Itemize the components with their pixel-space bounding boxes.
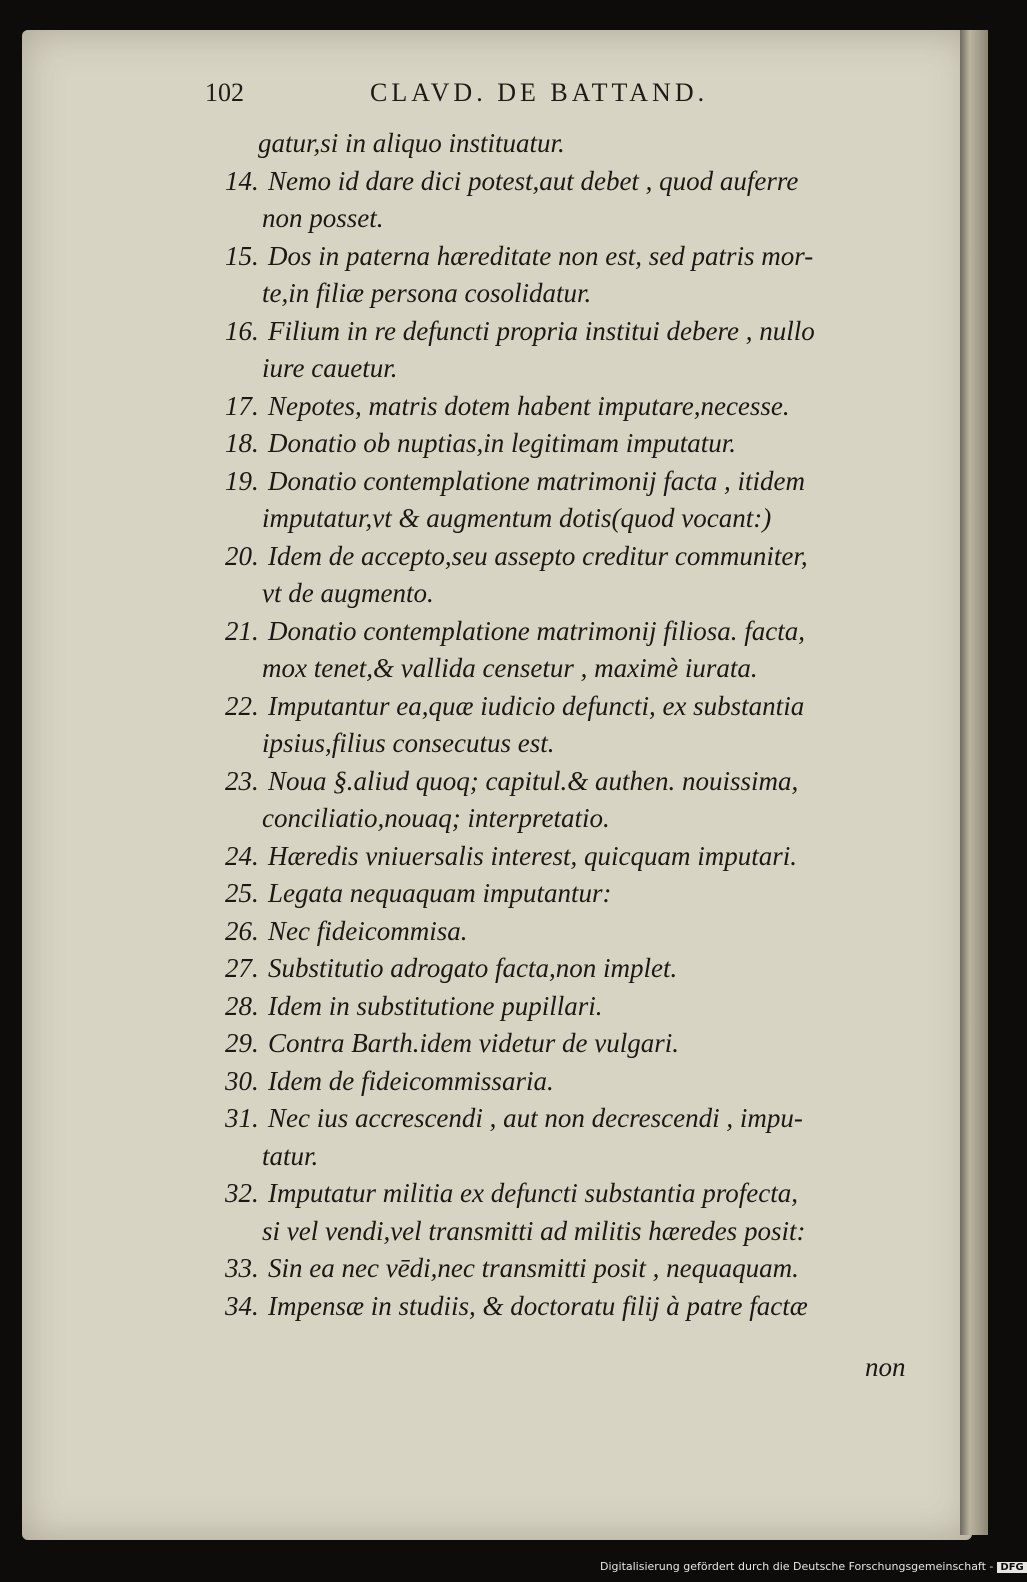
page-gutter xyxy=(960,30,988,1535)
text-line xyxy=(0,687,960,725)
text-line xyxy=(0,312,960,350)
entry-text: tatur. xyxy=(262,1140,319,1171)
entry-number: 14. xyxy=(225,165,259,196)
text-line xyxy=(0,1062,960,1100)
entry-text: Contra Barth.idem videtur de vulgari. xyxy=(268,1028,679,1058)
entry-text: Nemo id dare dici potest,aut debet , quod auferre xyxy=(268,165,799,196)
entry-number: 15. xyxy=(225,240,259,271)
entry-number: 33. xyxy=(225,1253,259,1283)
entry-text: vt de augmento. xyxy=(262,578,434,608)
entry-text: conciliatio,nouaq; interpretatio. xyxy=(262,803,610,833)
entry-number: 31. xyxy=(225,1103,259,1133)
footer-credit xyxy=(600,1560,1024,1578)
entry-number: 20. xyxy=(225,540,259,571)
text-line xyxy=(0,1099,960,1137)
text-line xyxy=(0,912,960,950)
entry-text: Impensæ in studiis, & doctoratu filij à patre factæ xyxy=(268,1290,808,1321)
entry-number: 27. xyxy=(225,953,259,983)
entry-number: 22. xyxy=(225,690,259,721)
text-line xyxy=(0,237,960,275)
entry-number: 16. xyxy=(225,315,259,346)
page-header xyxy=(205,78,805,112)
running-title: CLAVD. DE BATTAND. xyxy=(370,78,709,107)
entry-number: 18. xyxy=(225,428,259,458)
entry-text: ipsius,filius consecutus est. xyxy=(262,728,555,758)
entry-number: 21. xyxy=(225,615,259,646)
entry-number: 29. xyxy=(225,1028,259,1058)
entry-text: Legata nequaquam imputantur: xyxy=(268,878,612,908)
text-line xyxy=(0,499,960,537)
text-line xyxy=(0,424,960,462)
text-line xyxy=(0,612,960,650)
entry-text: non posset. xyxy=(262,203,384,233)
catchword: non xyxy=(865,1352,906,1382)
text-line xyxy=(0,162,960,200)
entry-text: Hæredis vniuersalis interest, quicquam imputari. xyxy=(268,840,797,871)
text-line xyxy=(0,1174,960,1212)
text-line xyxy=(0,762,960,800)
entry-text: Donatio ob nuptias,in legitimam imputatur. xyxy=(268,428,737,458)
text-line xyxy=(0,837,960,875)
text-line xyxy=(0,1212,960,1250)
text-line xyxy=(0,1024,960,1062)
entry-text: Noua §.aliud quoq; capitul.& authen. nouissima, xyxy=(268,765,799,796)
entry-text: Dos in paterna hæreditate non est, sed patris mor- xyxy=(268,240,814,271)
text-line xyxy=(0,874,960,912)
dfg-logo: DFG xyxy=(997,1562,1026,1573)
entry-text: Idem de fideicommissaria. xyxy=(268,1065,554,1096)
text-line xyxy=(0,574,960,612)
entry-number: 30. xyxy=(225,1065,259,1096)
text-line xyxy=(0,949,960,987)
entry-text: Imputantur ea,quæ iudicio defuncti, ex substantia xyxy=(268,690,805,721)
entry-number: 23. xyxy=(225,765,259,796)
text-line xyxy=(0,1287,960,1325)
text-line xyxy=(0,1249,960,1287)
entry-text: Nepotes, matris dotem habent imputare,necesse. xyxy=(268,390,790,421)
entry-text: Idem de accepto,seu assepto creditur communiter, xyxy=(268,540,808,571)
page-number: 102 xyxy=(205,78,244,107)
entry-text: Substitutio adrogato facta,non implet. xyxy=(268,953,678,983)
text-line xyxy=(0,537,960,575)
text-line xyxy=(0,987,960,1025)
entry-text: imputatur,vt & augmentum dotis(quod vocant:) xyxy=(262,503,772,533)
text-line xyxy=(0,724,960,762)
text-line xyxy=(0,199,960,237)
entry-text: Idem in substitutione pupillari. xyxy=(268,990,603,1021)
entry-number: 32. xyxy=(225,1178,259,1208)
entry-text: iure cauetur. xyxy=(262,353,398,383)
entry-number: 17. xyxy=(225,390,259,421)
entry-text: Filium in re defuncti propria institui debere , nullo xyxy=(268,315,815,346)
text-line xyxy=(0,462,960,500)
entry-text: si vel vendi,vel transmitti ad militis hæredes posit: xyxy=(262,1215,806,1246)
entry-number: 28. xyxy=(225,990,259,1021)
entry-number: 26. xyxy=(225,915,259,946)
entry-text: Donatio contemplatione matrimonij facta , itidem xyxy=(268,465,805,496)
entry-number: 24. xyxy=(225,840,259,871)
text-line xyxy=(0,649,960,687)
entry-text: Nec fideicommisa. xyxy=(268,915,468,946)
text-line xyxy=(0,1137,960,1175)
footer-text: Digitalisierung gefördert durch die Deutsche Forschungsgemeinschaft - xyxy=(600,1560,994,1573)
entry-number: 19. xyxy=(225,465,259,496)
entry-text: mox tenet,& vallida censetur , maximè iurata. xyxy=(262,653,758,683)
entry-text: Nec ius accrescendi , aut non decrescendi , impu- xyxy=(268,1103,803,1133)
entry-number: 25. xyxy=(225,878,259,908)
entry-text: Donatio contemplatione matrimonij filiosa. facta, xyxy=(268,615,805,646)
text-line xyxy=(0,349,960,387)
entry-number: 34. xyxy=(225,1290,259,1321)
text-line xyxy=(0,124,960,162)
entry-text: Imputatur militia ex defuncti substantia profecta, xyxy=(268,1178,798,1208)
entry-text: te,in filiæ persona cosolidatur. xyxy=(262,278,592,308)
entry-text: gatur,si in aliquo instituatur. xyxy=(258,128,565,158)
text-line xyxy=(0,387,960,425)
text-line xyxy=(0,274,960,312)
entry-text: Sin ea nec vēdi,nec transmitti posit , nequaquam. xyxy=(268,1253,799,1283)
text-line xyxy=(0,799,960,837)
